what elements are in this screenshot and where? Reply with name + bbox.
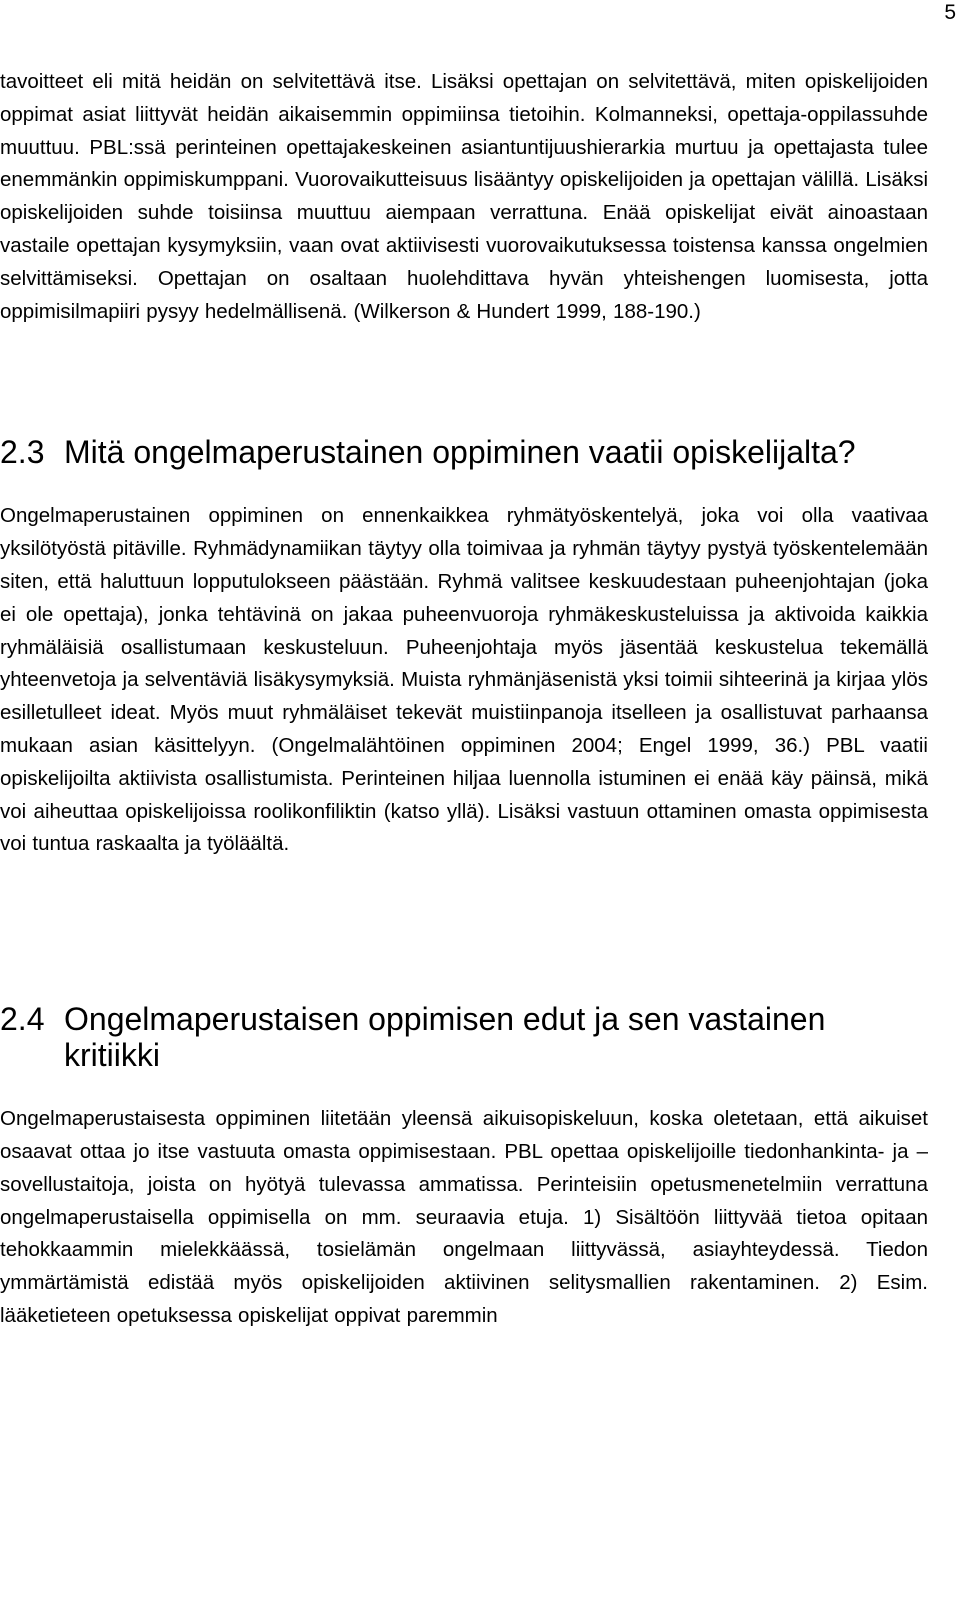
document-body xyxy=(0,66,928,1333)
section-2-4-number: 2.4 xyxy=(0,1001,45,1038)
section-2-3-number: 2.3 xyxy=(0,434,45,471)
section-2-3-heading xyxy=(0,434,928,470)
section-2-3-title: Mitä ongelmaperustainen oppiminen vaatii opiskelijalta? xyxy=(64,434,856,471)
page-number: 5 xyxy=(944,1,956,24)
section-2-4-title: Ongelmaperustaisen oppimisen edut ja sen vastainen kritiikki xyxy=(64,1001,826,1074)
section-2-3-paragraph: Ongelmaperustainen oppiminen on ennenkaikkea ryhmätyöskentelyä, joka voi olla vaativaa yksilötyöstä pitäville. Ryhmädynamiikan täytyy olla toimivaa ja ryhmän täytyy pystyä työskentelemään siten, että haluttuun lopputulokseen päästään. Ryhmä valitsee keskuudestaan puheenjohtajan (joka ei ole opettaja), jonka tehtävinä on jakaa puheenvuoroja ryhmäkeskusteluissa ja aktivoida kaikkia ryhmäläisiä osallistumaan keskusteluun. Puheenjohtaja myös jäsentää keskustelua tekemällä yhteenvetoja ja selventäviä lisäkysymyksiä. Muista ryhmänjäsenistä yksi toimii sihteerinä ja kirjaa ylös esilletulleet ideat. Myös muut ryhmäläiset tekevät muistiinpanoja itselleen ja osallistuvat parhaansa mukaan asian käsittelyyn. (Ongelmalähtöinen oppiminen 2004; Engel 1999, 36.) PBL vaatii opiskelijoilta aktiivista osallistumista. Perinteinen hiljaa luennolla istuminen ei enää käy päinsä, mikä voi aiheuttaa opiskelijoissa roolikonfiliktin (katso yllä). Lisäksi vastuun ottaminen omasta oppimisesta voi tuntua raskaalta ja työläältä. xyxy=(0,504,928,856)
intro-paragraph: tavoitteet eli mitä heidän on selvitettävä itse. Lisäksi opettajan on selvitettävä, miten opiskelijoiden oppimat asiat liittyvät heidän aikaisemmin oppimiinsa tietoihin. Kolmanneksi, opettaja-oppilassuhde muuttuu. PBL:ssä perinteinen opettajakeskeinen asiantuntijuushierarkia murtuu ja opettajasta tulee enemmänkin oppimiskumppani. Vuorovaikutteisuus lisääntyy opiskelijoiden ja opettajan välillä. Lisäksi opiskelijoiden suhde toisiinsa muuttuu aiempaan verrattuna. Enää opiskelijat eivät ainoastaan vastaile opettajan kysymyksiin, vaan ovat aktiivisesti vuorovaikutuksessa toistensa kanssa ongelmien selvittämiseksi. Opettajan on osaltaan huolehdittava hyvän yhteishengen luomisesta, jotta oppimisilmapiiri pysyy hedelmällisenä. (Wilkerson & Hundert 1999, 188-190.) xyxy=(0,70,928,323)
section-2-4-paragraph: Ongelmaperustaisesta oppiminen liitetään yleensä aikuisopiskeluun, koska oletetaan, että aikuiset osaavat ottaa jo itse vastuuta omasta oppimisestaan. PBL opettaa opiskelijoille tiedonhankinta- ja –sovellustaitoja, joista on hyötyä tulevassa ammatissa. Perinteisiin opetusmenetelmiin verrattuna ongelmaperustaisella oppimisella on mm. seuraavia etuja. 1) Sisältöön liittyvää tietoa opitaan tehokkaammin mielekkäässä, tosielämän ongelmaan liittyvässä, asiayhteydessä. Tiedon ymmärtämistä edistää myös opiskelijoiden aktiivinen selitysmallien rakentaminen. 2) Esim. lääketieteen opetuksessa opiskelijat oppivat paremmin xyxy=(0,1107,928,1327)
section-2-4-heading xyxy=(0,1001,928,1073)
